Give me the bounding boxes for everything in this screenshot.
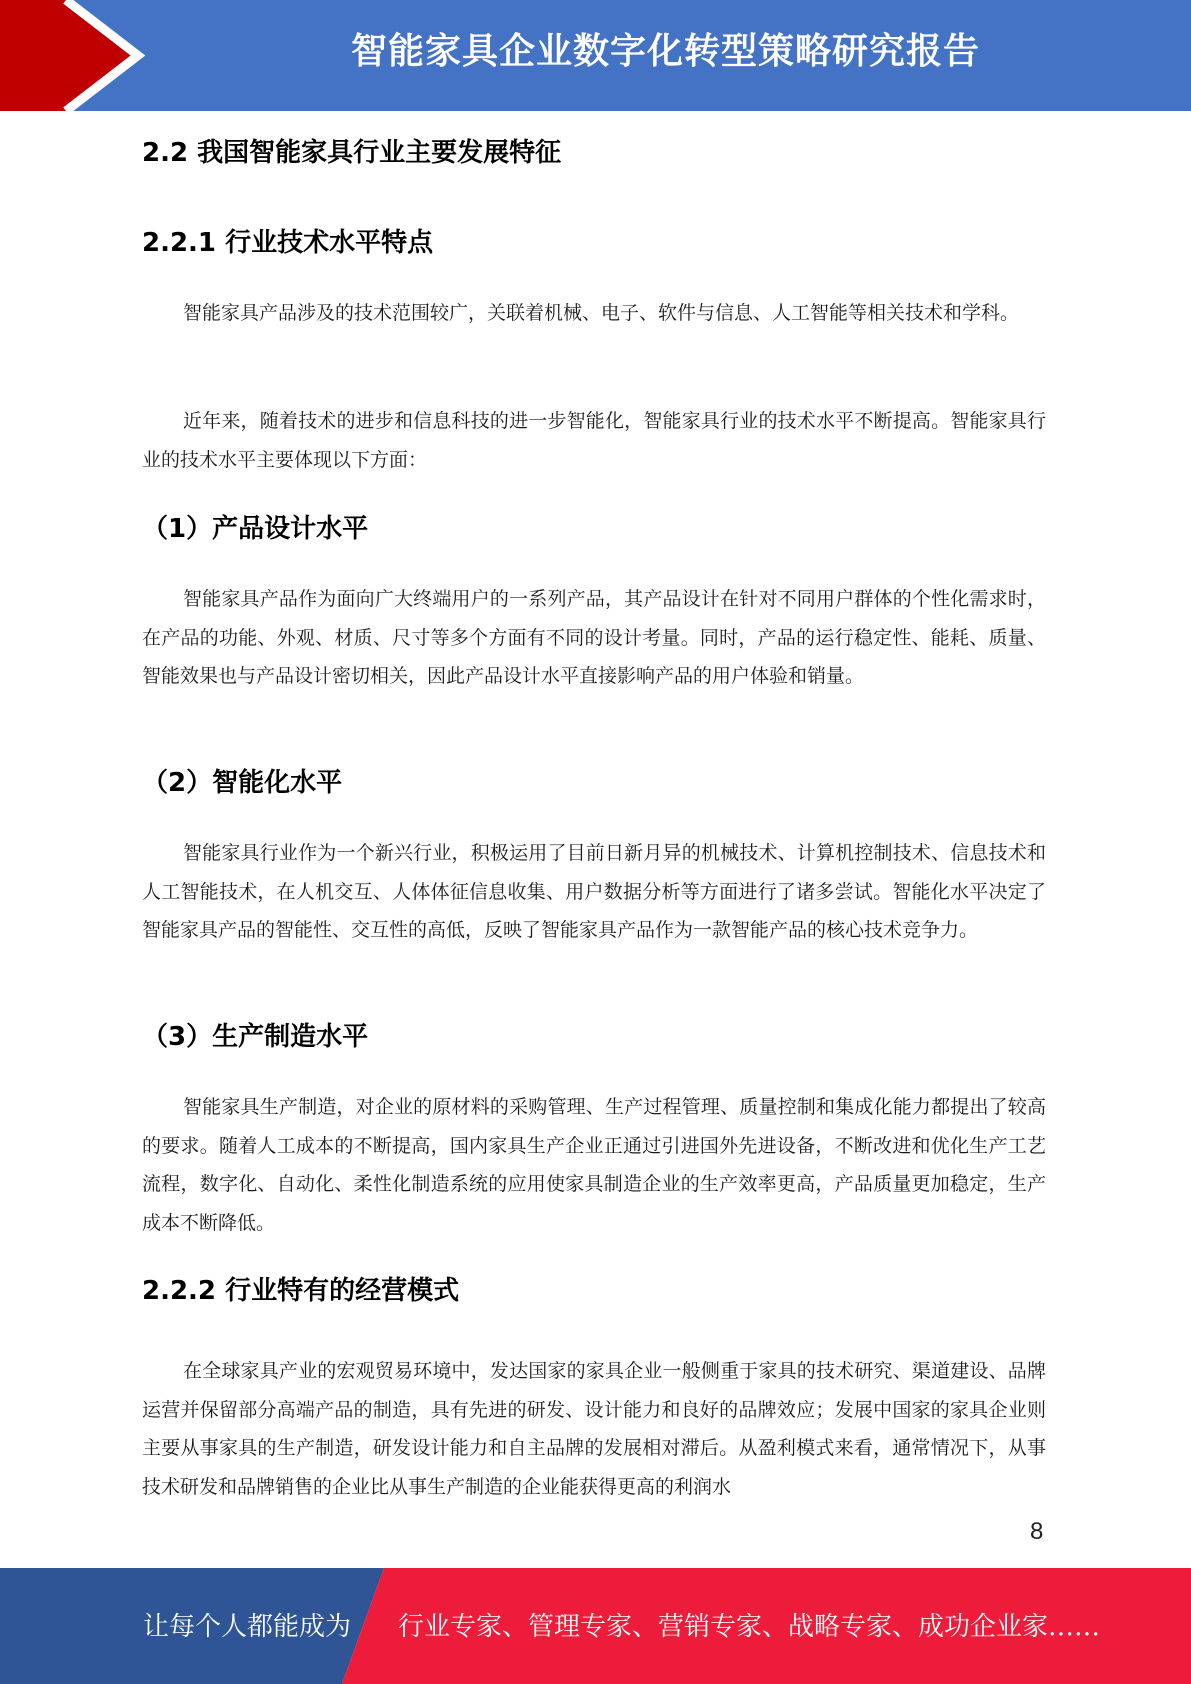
paragraph-tech-scope: 智能家具产品涉及的技术范围较广，关联着机械、电子、软件与信息、人工智能等相关技术和学科。 bbox=[183, 302, 1020, 324]
report-title: 智能家具企业数字化转型策略研究报告 bbox=[350, 31, 980, 72]
item-heading-manufacturing: （3）生产制造水平 bbox=[142, 1022, 369, 1052]
footer-slogan-left: 让每个人都能成为 bbox=[143, 1612, 352, 1642]
item-heading-intelligence: （2）智能化水平 bbox=[142, 768, 343, 798]
paragraph-intelligence: 智能家具行业作为一个新兴行业，积极运用了目前日新月异的机械技术、计算机控制技术、信息技术和人工智能技术，在人机交互、人体体征信息收集、用户数据分析等方面进行了诸多尝试。智能化水平决定了智能家具产品的智能性、交互性的高低，反映了智能家具产品作为一款智能产品的核心技术竞争力。 bbox=[142, 842, 1046, 941]
paragraph-business-model: 在全球家具产业的宏观贸易环境中，发达国家的家具企业一般侧重于家具的技术研究、渠道建设、品牌运营并保留部分高端产品的制造，具有先进的研发、设计能力和良好的品牌效应；发展中国家的家具企业则主要从事家具的生产制造，研发设计能力和自主品牌的发展相对滞后。从盈利模式来看，通常情况下，从事技术研发和品牌销售的企业比从事生产制造的企业能获得更高的利润水 bbox=[142, 1360, 1046, 1498]
section-heading: 2.2 我国智能家具行业主要发展特征 bbox=[142, 138, 562, 168]
item-heading-product-design: （1）产品设计水平 bbox=[142, 514, 369, 544]
paragraph-manufacturing: 智能家具生产制造，对企业的原材料的采购管理、生产过程管理、质量控制和集成化能力都提出了较高的要求。随着人工成本的不断提高，国内家具生产企业正通过引进国外先进设备，不断改进和优化生产工艺流程，数字化、自动化、柔性化制造系统的应用使家具制造企业的生产效率更高，产品质量更加稳定，生产成本不断降低。 bbox=[142, 1096, 1046, 1234]
paragraph-tech-progress: 近年来，随着技术的进步和信息科技的进一步智能化，智能家具行业的技术水平不断提高。智能家具行业的技术水平主要体现以下方面： bbox=[142, 410, 1046, 471]
page-footer bbox=[0, 1568, 1191, 1684]
header-arrow-red bbox=[0, 0, 140, 111]
footer-slogan-right: 行业专家、管理专家、营销专家、战略专家、成功企业家…… bbox=[398, 1612, 1101, 1642]
subsection-heading-2-2-2: 2.2.2 行业特有的经营模式 bbox=[142, 1276, 460, 1306]
subsection-heading-2-2-1: 2.2.1 行业技术水平特点 bbox=[142, 228, 434, 258]
page-number: 8 bbox=[1030, 1518, 1044, 1545]
page-header bbox=[0, 0, 1191, 111]
header-arrow-icon bbox=[0, 0, 160, 111]
paragraph-product-design: 智能家具产品作为面向广大终端用户的一系列产品，其产品设计在针对不同用户群体的个性化需求时，在产品的功能、外观、材质、尺寸等多个方面有不同的设计考量。同时，产品的运行稳定性、能耗、质量、智能效果也与产品设计密切相关，因此产品设计水平直接影响产品的用户体验和销量。 bbox=[142, 588, 1046, 687]
